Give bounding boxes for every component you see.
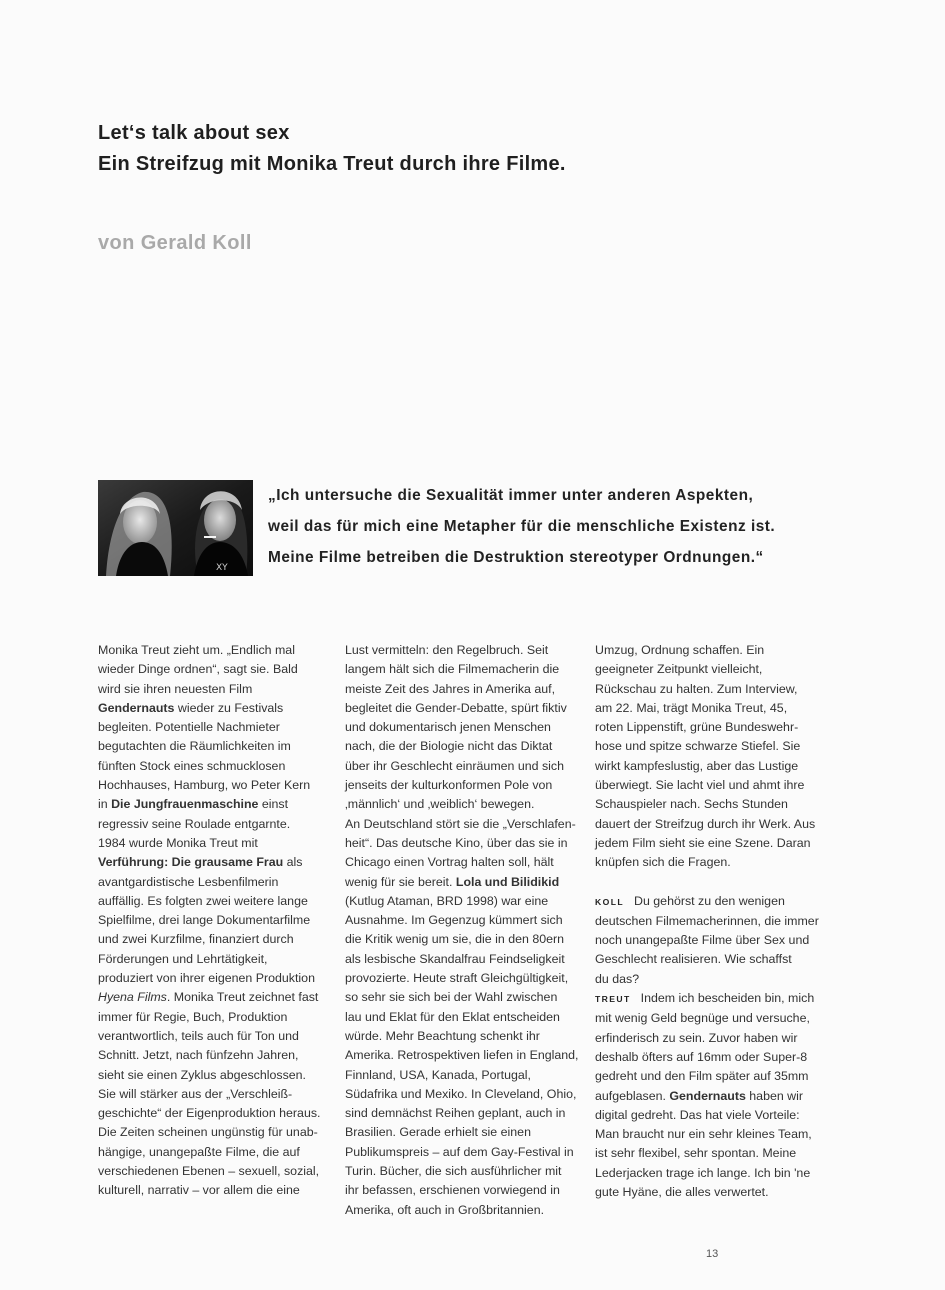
text-line xyxy=(595,1048,830,1067)
text-segment: hängige, unangepaßte Filme, die auf xyxy=(98,1144,300,1159)
text-line xyxy=(595,1009,830,1028)
text-line xyxy=(595,795,830,814)
text-line xyxy=(345,853,580,872)
body-column-3 xyxy=(595,641,830,1202)
text-line xyxy=(595,912,830,931)
text-segment: begleiten. Potentielle Nachmieter xyxy=(98,720,280,735)
text-segment: deshalb öfters auf 16mm oder Super-8 xyxy=(595,1049,808,1064)
text-line xyxy=(345,795,580,814)
text-line xyxy=(345,815,580,834)
text-line xyxy=(595,834,830,853)
text-line xyxy=(595,680,830,699)
text-line xyxy=(345,699,580,718)
text-line xyxy=(595,776,830,795)
text-line xyxy=(98,873,333,892)
text-segment: du das? xyxy=(595,971,640,986)
text-segment: Chicago einen Vortrag halten soll, hält xyxy=(345,855,554,870)
text-line xyxy=(345,873,580,892)
text-segment: Monika Treut zieht um. „Endlich mal xyxy=(98,643,295,657)
text-line xyxy=(98,1027,333,1046)
text-segment: überwiegt. Sie lacht viel und ahmt ihre xyxy=(595,778,805,793)
text-line xyxy=(595,1125,830,1144)
text-segment: Verführung: Die grausame Frau xyxy=(98,855,284,870)
text-line xyxy=(98,699,333,718)
text-segment: die Kritik wenig um sie, die in den 80ern xyxy=(345,932,565,947)
text-segment: produziert von ihrer eigenen Produktion xyxy=(98,971,315,986)
text-segment: kulturell, narrativ – vor allem die eine xyxy=(98,1183,300,1198)
text-segment: Förderungen und Lehrtätigkeit, xyxy=(98,951,268,966)
text-segment: nach, die der Biologie nicht das Diktat xyxy=(345,739,553,754)
text-line xyxy=(98,1162,333,1181)
text-segment: begutachten die Räumlichkeiten im xyxy=(98,739,291,754)
text-line xyxy=(345,718,580,737)
body-column-1 xyxy=(98,641,333,1201)
text-segment: aufgeblasen. xyxy=(595,1088,670,1103)
text-segment: Turin. Bücher, die sich ausführlicher mit xyxy=(345,1164,562,1179)
text-segment: Publikumspreis – auf dem Gay-Festival in xyxy=(345,1144,574,1159)
text-line xyxy=(345,1201,580,1220)
text-segment: Finnland, USA, Kanada, Portugal, xyxy=(345,1067,531,1082)
text-segment: Die Jungfrauenmaschine xyxy=(111,797,259,812)
text-segment: Du gehörst zu den wenigen xyxy=(634,893,785,908)
text-segment: sieht sie einen Zyklus abgeschlossen. xyxy=(98,1067,307,1082)
text-line xyxy=(345,1027,580,1046)
text-segment: provozierte. Heute straft Gleichgültigkeit, xyxy=(345,971,569,986)
text-line xyxy=(595,1029,830,1048)
text-line xyxy=(345,1123,580,1142)
text-line xyxy=(345,737,580,756)
svg-text:XY: XY xyxy=(216,563,228,573)
text-line xyxy=(98,776,333,795)
text-segment: so sehr sie sich bei der Wahl zwischen xyxy=(345,990,558,1005)
text-line xyxy=(595,950,830,969)
text-segment: Gendernauts xyxy=(98,700,175,715)
text-segment: lau und Eklat für den Eklat entscheiden xyxy=(345,1009,560,1024)
text-segment: ihr befassen, erschienen vorwiegend in xyxy=(345,1183,560,1198)
text-segment: (Kutlug Ataman, BRD 1998) war eine xyxy=(345,893,549,908)
text-segment: würde. Mehr Beachtung schenkt ihr xyxy=(345,1028,540,1043)
text-line xyxy=(98,853,333,872)
text-segment: Hyena Films xyxy=(98,990,167,1005)
text-line xyxy=(98,969,333,988)
text-segment: avantgardistische Lesbenfilmerin xyxy=(98,874,279,889)
text-line xyxy=(345,988,580,1007)
text-line xyxy=(98,641,333,660)
text-segment: Gendernauts xyxy=(669,1088,746,1103)
text-segment: roten Lippenstift, grüne Bundeswehr- xyxy=(595,720,799,735)
text-line xyxy=(595,989,830,1009)
text-segment: haben wir xyxy=(745,1088,804,1103)
text-line xyxy=(595,718,830,737)
text-segment: Brasilien. Gerade erhielt sie einen xyxy=(345,1125,531,1140)
text-segment: deutschen Filmemacherinnen, die immer xyxy=(595,913,819,928)
text-segment: Ausnahme. Im Gegenzug kümmert sich xyxy=(345,913,563,928)
text-segment: . Monika Treut zeichnet fast xyxy=(166,990,319,1005)
quote-line: „Ich untersuche die Sexualität immer unter anderen Aspekten, xyxy=(268,487,754,504)
text-segment: fünften Stock eines schmucklosen xyxy=(98,758,286,773)
text-line xyxy=(98,950,333,969)
quote-line: Meine Filme betreiben die Destruktion stereotyper Ordnungen.“ xyxy=(268,549,764,566)
text-segment: digital gedreht. Das hat viele Vorteile: xyxy=(595,1107,800,1122)
byline: von Gerald Koll xyxy=(98,232,252,254)
text-line xyxy=(345,969,580,988)
text-line xyxy=(98,892,333,911)
page-number: 13 xyxy=(706,1248,719,1260)
text-segment: verschiedenen Ebenen – sexuell, sozial, xyxy=(98,1164,320,1179)
text-line xyxy=(595,1144,830,1163)
text-segment: jenseits der kulturkonformen Pole von xyxy=(345,778,553,793)
title-line-2: Ein Streifzug mit Monika Treut durch ihre Filme. xyxy=(98,153,566,175)
text-line xyxy=(345,1104,580,1123)
text-line xyxy=(595,970,830,989)
text-segment: gute Hyäne, die alles verwertet. xyxy=(595,1185,769,1200)
text-segment: wird sie ihren neuesten Film xyxy=(98,681,253,696)
text-segment: gedreht und den Film später auf 35mm xyxy=(595,1069,809,1084)
text-segment: verantwortlich, teils auch für Ton und xyxy=(98,1028,299,1043)
text-segment: hose und spitze schwarze Stiefel. Sie xyxy=(595,739,801,754)
text-segment: Umzug, Ordnung schaffen. Ein xyxy=(595,643,765,657)
text-line xyxy=(98,1104,333,1123)
text-line xyxy=(595,873,830,892)
text-line xyxy=(98,1046,333,1065)
text-line xyxy=(98,815,333,834)
text-line xyxy=(98,1143,333,1162)
text-line xyxy=(345,680,580,699)
text-segment: Lederjacken trage ich lange. Ich bin 'ne xyxy=(595,1165,811,1180)
text-segment: dauert der Streifzug durch ihr Werk. Aus xyxy=(595,816,816,831)
text-line xyxy=(345,1143,580,1162)
text-segment: begleitet die Gender-Debatte, spürt fiktiv xyxy=(345,700,567,715)
text-line xyxy=(345,911,580,930)
text-segment: in xyxy=(98,797,112,812)
text-line xyxy=(98,988,333,1007)
text-line xyxy=(345,660,580,679)
article-title xyxy=(98,118,566,180)
text-segment: erfinderisch zu sein. Zuvor haben wir xyxy=(595,1030,798,1045)
text-line xyxy=(98,757,333,776)
text-line xyxy=(345,1162,580,1181)
text-line xyxy=(595,1067,830,1086)
text-line xyxy=(345,757,580,776)
text-segment: Sie will stärker aus der „Verschleiß- xyxy=(98,1086,293,1101)
text-segment: und zwei Kurzfilme, finanziert durch xyxy=(98,932,294,947)
text-line xyxy=(595,892,830,912)
quote-line: weil das für mich eine Metapher für die menschliche Existenz ist. xyxy=(268,518,776,535)
text-segment: mit wenig Geld begnüge und versuche, xyxy=(595,1011,810,1026)
text-line xyxy=(595,815,830,834)
text-line xyxy=(345,776,580,795)
text-line xyxy=(98,1181,333,1200)
text-line xyxy=(595,757,830,776)
text-line xyxy=(345,1066,580,1085)
text-segment: am 22. Mai, trägt Monika Treut, 45, xyxy=(595,700,788,715)
text-segment: Indem ich bescheiden bin, mich xyxy=(640,991,815,1006)
text-line xyxy=(98,1066,333,1085)
text-segment: Spielfilme, drei lange Dokumentarfilme xyxy=(98,913,311,928)
text-segment: Lust vermitteln: den Regelbruch. Seit xyxy=(345,643,549,657)
text-segment: Geschlecht realisieren. Wie schaffst xyxy=(595,952,792,967)
text-segment: meiste Zeit des Jahres in Amerika auf, xyxy=(345,681,556,696)
title-line-1: Let‘s talk about sex xyxy=(98,122,290,144)
text-line xyxy=(345,892,580,911)
text-segment: Die Zeiten scheinen ungünstig für unab- xyxy=(98,1125,318,1140)
text-line xyxy=(345,1008,580,1027)
text-line xyxy=(595,1087,830,1106)
text-line xyxy=(98,1085,333,1104)
text-line xyxy=(345,930,580,949)
text-segment: langem hält sich die Filmemacherin die xyxy=(345,662,560,677)
text-line xyxy=(345,1085,580,1104)
text-segment: wirkt kampfeslustig, aber das Lustige xyxy=(595,758,799,773)
text-line xyxy=(345,1046,580,1065)
text-line xyxy=(98,795,333,814)
text-line xyxy=(595,1106,830,1125)
text-segment: und dokumentarisch jenen Menschen xyxy=(345,720,551,735)
text-segment: Amerika, oft auch in Großbritannien. xyxy=(345,1202,545,1217)
text-segment: Schnitt. Jetzt, nach fünfzehn Jahren, xyxy=(98,1048,299,1063)
text-line xyxy=(345,834,580,853)
text-line xyxy=(98,1123,333,1142)
text-line xyxy=(98,737,333,756)
text-segment: regressiv seine Roulade entgarnte. xyxy=(98,816,291,831)
text-segment: ist sehr flexibel, sehr spontan. Meine xyxy=(595,1146,797,1161)
text-line xyxy=(595,699,830,718)
text-segment: als xyxy=(283,855,303,870)
text-segment: 1984 wurde Monika Treut mit xyxy=(98,835,258,850)
text-line xyxy=(345,1181,580,1200)
text-line xyxy=(595,660,830,679)
text-segment: jedem Film sieht sie eine Szene. Daran xyxy=(595,835,811,850)
text-segment: noch unangepaßte Filme über Sex und xyxy=(595,933,810,948)
text-line xyxy=(98,680,333,699)
text-segment: Man braucht nur ein sehr kleines Team, xyxy=(595,1127,812,1142)
text-line xyxy=(98,911,333,930)
text-line xyxy=(98,718,333,737)
text-segment: immer für Regie, Buch, Produktion xyxy=(98,1009,288,1024)
text-segment: Südafrika und Mexiko. In Cleveland, Ohio, xyxy=(345,1086,577,1101)
portrait-photo xyxy=(98,480,253,576)
text-line xyxy=(595,1164,830,1183)
text-line xyxy=(98,1008,333,1027)
text-line xyxy=(345,641,580,660)
text-line xyxy=(595,641,830,660)
text-line xyxy=(595,737,830,756)
text-segment: An Deutschland stört sie die „Verschlafen- xyxy=(345,816,576,831)
text-segment: knüpfen sich die Fragen. xyxy=(595,855,731,870)
text-segment: als lesbische Skandalfrau Feindseligkeit xyxy=(345,951,565,966)
text-line xyxy=(595,1183,830,1202)
text-segment: wieder Dinge ordnen“, sagt sie. Bald xyxy=(98,662,298,677)
text-segment: Amerika. Retrospektiven liefen in England, xyxy=(345,1048,579,1063)
text-segment: sind demnächst Reihen geplant, auch in xyxy=(345,1106,566,1121)
text-segment: über ihr Geschlecht einräumen und sich xyxy=(345,758,565,773)
text-segment: auffällig. Es folgten zwei weitere lange xyxy=(98,893,308,908)
text-segment: einst xyxy=(258,797,289,812)
text-segment: geschichte“ der Eigenproduktion heraus. xyxy=(98,1106,321,1121)
text-segment: geeigneter Zeitpunkt vielleicht, xyxy=(595,662,763,677)
text-line xyxy=(98,834,333,853)
text-line xyxy=(595,853,830,872)
text-line xyxy=(595,931,830,950)
text-segment: heit“. Das deutsche Kino, über das sie in xyxy=(345,835,568,850)
text-segment: Schauspieler nach. Sechs Stunden xyxy=(595,797,788,812)
text-segment: Lola und Bilidikid xyxy=(455,874,560,889)
body-column-2 xyxy=(345,641,580,1220)
text-segment: ‚männlich‘ und ‚weiblich‘ bewegen. xyxy=(345,797,535,812)
text-line xyxy=(98,660,333,679)
text-segment: Hochhauses, Hamburg, wo Peter Kern xyxy=(98,778,311,793)
speaker-label: KOLL xyxy=(595,896,624,907)
speaker-label: TREUT xyxy=(595,994,631,1005)
text-line xyxy=(345,950,580,969)
text-segment: wenig für sie bereit. xyxy=(345,874,456,889)
text-segment: Rückschau zu halten. Zum Interview, xyxy=(595,681,798,696)
text-line xyxy=(98,930,333,949)
pull-quote xyxy=(268,480,888,573)
text-segment: wieder zu Festivals xyxy=(174,700,284,715)
